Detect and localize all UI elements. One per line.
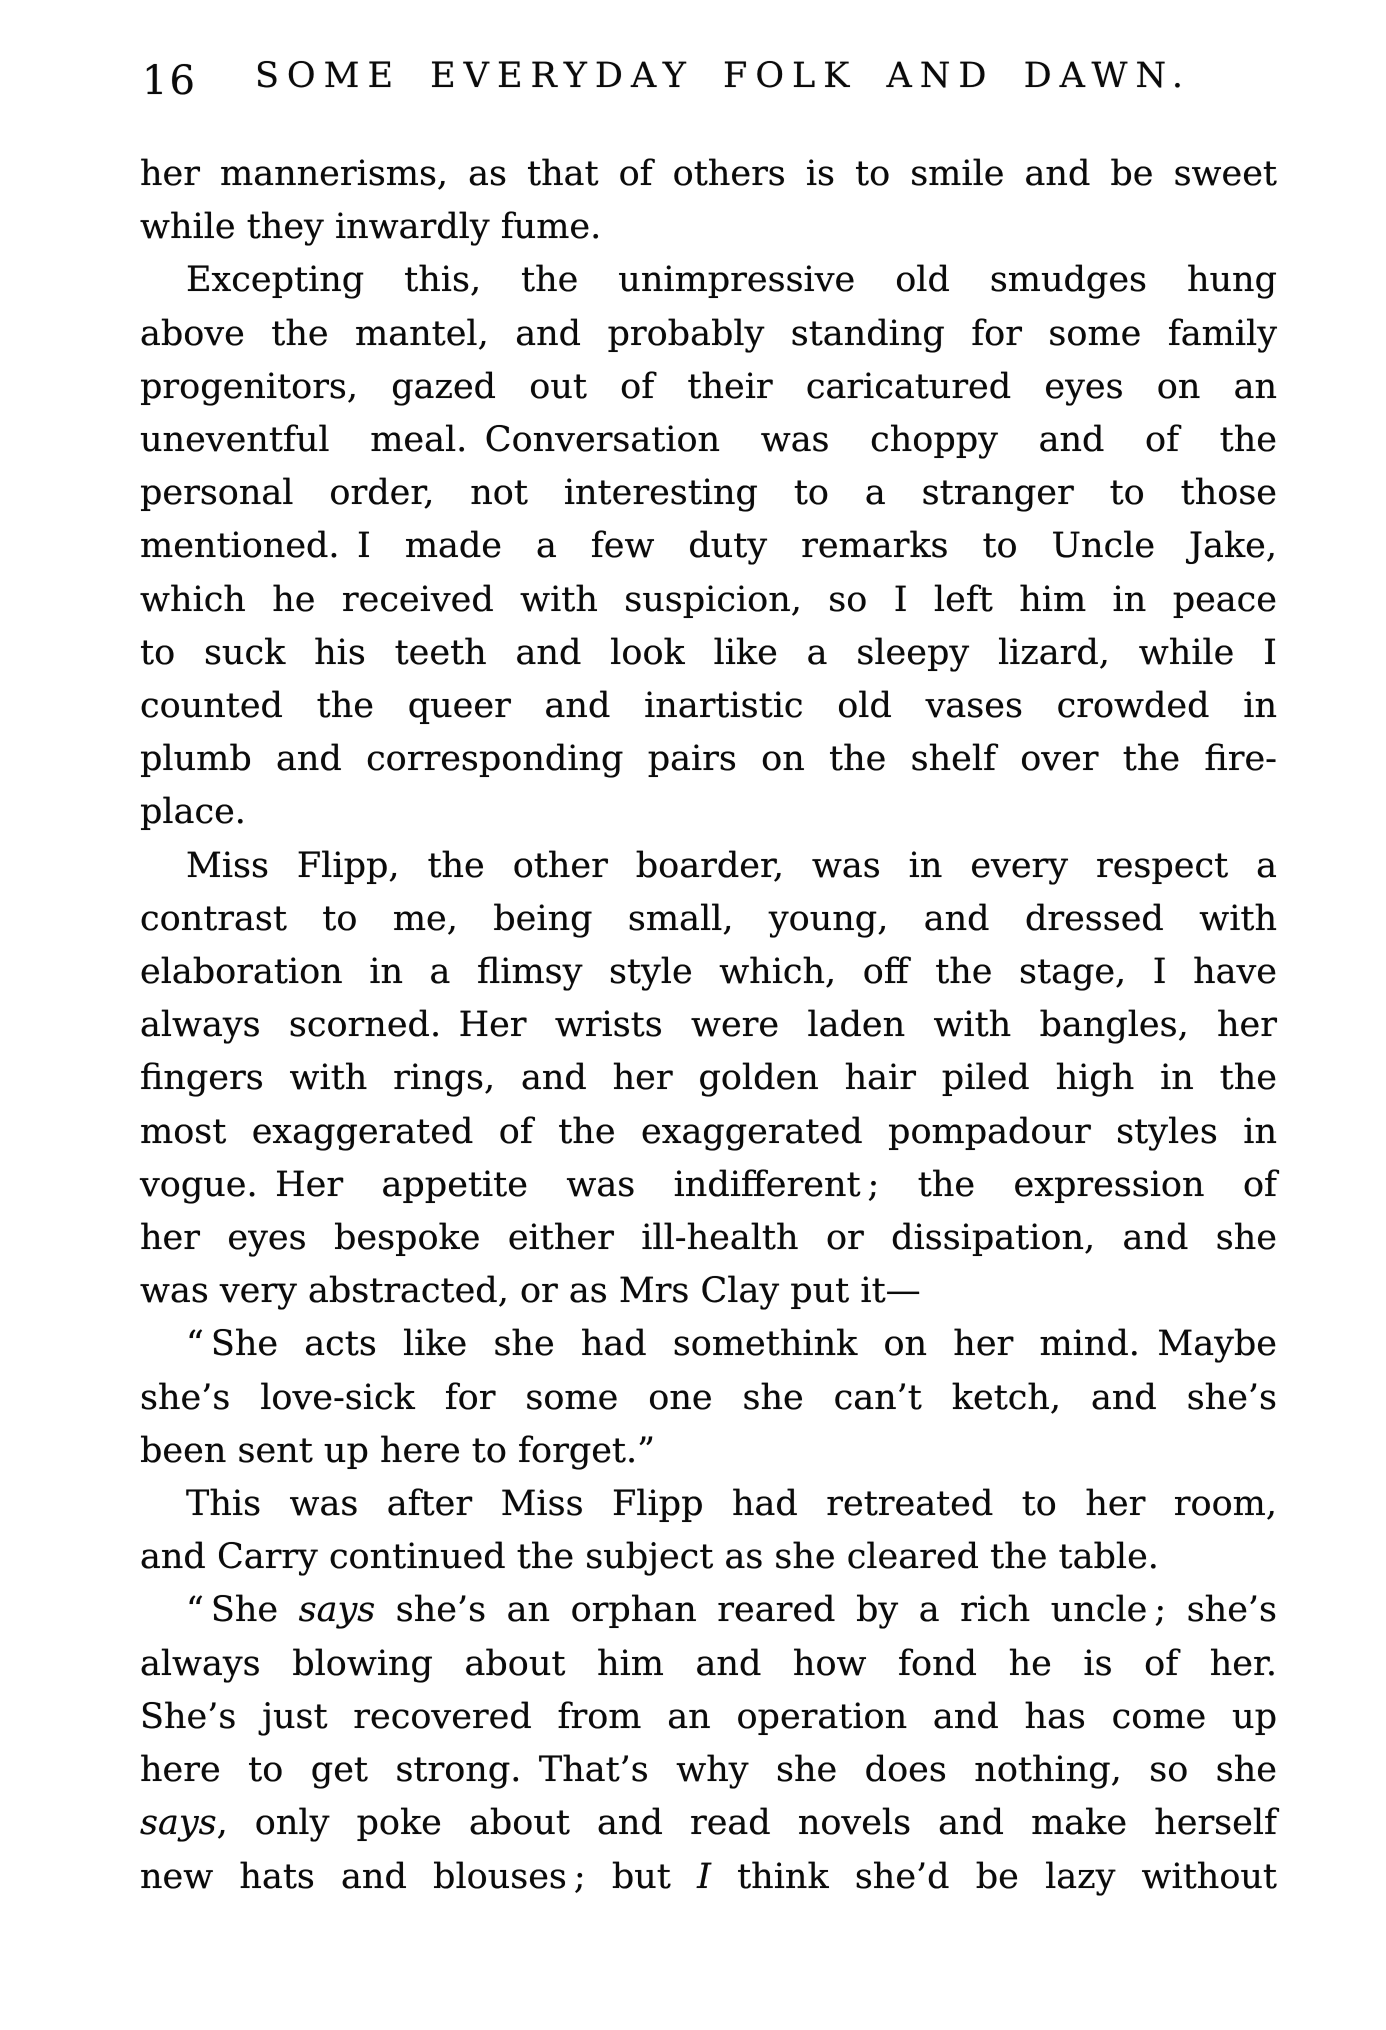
text-line [140,1052,1277,1105]
text-line [140,361,1277,414]
text-line [140,1531,1277,1584]
text-segment: “ She acts like she had somethink on her mind. Maybe [186,1324,1277,1365]
page-header [0,56,1386,106]
text-segment: contrast to me, being small, young, and dressed with [140,898,1277,939]
text-line [140,574,1277,627]
text-segment: always scorned. Her wrists were laden with bangles, her [140,1005,1277,1046]
text-line [140,1478,1277,1531]
text-segment: above the mantel, and probably standing for some family [140,313,1277,354]
italic-text-segment: I [697,1856,711,1897]
text-line [140,893,1277,946]
text-segment: most exaggerated of the exaggerated pompadour styles in [140,1111,1277,1152]
text-segment: was very abstracted, or as Mrs Clay put it— [140,1271,921,1312]
text-line [140,680,1277,733]
italic-text-segment: says [298,1590,376,1631]
text-segment: elaboration in a flimsy style which, off the stage, I have [140,952,1277,993]
text-segment: and Carry continued the subject as she cleared the table. [140,1537,1159,1578]
text-segment: fingers with rings, and her golden hair piled high in the [140,1058,1277,1099]
text-line [140,786,1277,839]
text-segment: counted the queer and inartistic old vases crowded in [140,686,1277,727]
text-segment: progenitors, gazed out of their caricatured eyes on an [140,366,1277,407]
text-line [140,1425,1277,1478]
text-line [140,1212,1277,1265]
text-line [140,1584,1277,1637]
text-line [140,148,1277,201]
text-segment: which he received with suspicion, so I left him in peace [140,579,1277,620]
running-title: SOME EVERYDAY FOLK AND DAWN. [254,56,1192,96]
text-line [140,1744,1277,1797]
text-line [140,999,1277,1052]
text-line [140,308,1277,361]
text-line [140,627,1277,680]
text-segment: her eyes bespoke either ill-health or dissipation, and she [140,1218,1277,1259]
text-line [140,254,1277,307]
text-segment: uneventful meal. Conversation was choppy and of the [140,420,1277,461]
text-segment: her mannerisms, as that of others is to smile and be sweet [140,154,1277,194]
text-line [140,946,1277,999]
text-line [140,1106,1277,1159]
text-segment: personal order, not interesting to a stranger to those [140,473,1277,514]
text-segment: She’s just recovered from an operation and has come up [140,1696,1277,1737]
text-segment: while they inwardly fume. [140,207,602,248]
text-segment: she’s love-sick for some one she can’t ketch, and she’s [140,1377,1277,1418]
text-segment: plumb and corresponding pairs on the shelf over the fire- [140,739,1277,780]
text-line [140,1691,1277,1744]
text-line [140,1797,1277,1850]
text-segment: here to get strong. That’s why she does nothing, so she [140,1750,1277,1791]
text-segment: Miss Flipp, the other boarder, was in every respect a [186,845,1277,886]
text-segment: , only poke about and read novels and make herself [216,1803,1277,1844]
text-line [140,1372,1277,1425]
text-line [140,1638,1277,1691]
text-segment: new hats and blouses ; but [140,1856,698,1897]
text-segment: This was after Miss Flipp had retreated to her room, [186,1484,1277,1525]
text-segment: vogue. Her appetite was indifferent ; the expression of [140,1164,1277,1205]
text-segment: been sent up here to forget.” [140,1430,656,1471]
text-line [140,840,1277,893]
text-segment: place. [140,792,246,833]
text-line [140,1851,1277,1904]
text-line [140,414,1277,467]
text-line [140,1265,1277,1318]
text-line [140,1159,1277,1212]
text-line [140,1318,1277,1371]
text-segment: mentioned. I made a few duty remarks to Uncle Jake, [140,526,1277,567]
text-segment: think she’d be lazy without [710,1856,1277,1897]
italic-text-segment: says [140,1803,217,1844]
text-segment: “ She [186,1590,299,1631]
text-line [140,467,1277,520]
text-line [140,201,1277,254]
text-segment: to suck his teeth and look like a sleepy lizard, while I [140,632,1277,673]
text-line [140,733,1277,786]
text-segment: Excepting this, the unimpressive old smudges hung [186,260,1277,301]
text-segment: always blowing about him and how fond he is of her. [140,1643,1277,1684]
page-number: 16 [142,58,197,104]
page-body [140,148,1277,1904]
text-segment: she’s an orphan reared by a rich uncle ; she’s [375,1590,1277,1631]
text-line [140,520,1277,573]
